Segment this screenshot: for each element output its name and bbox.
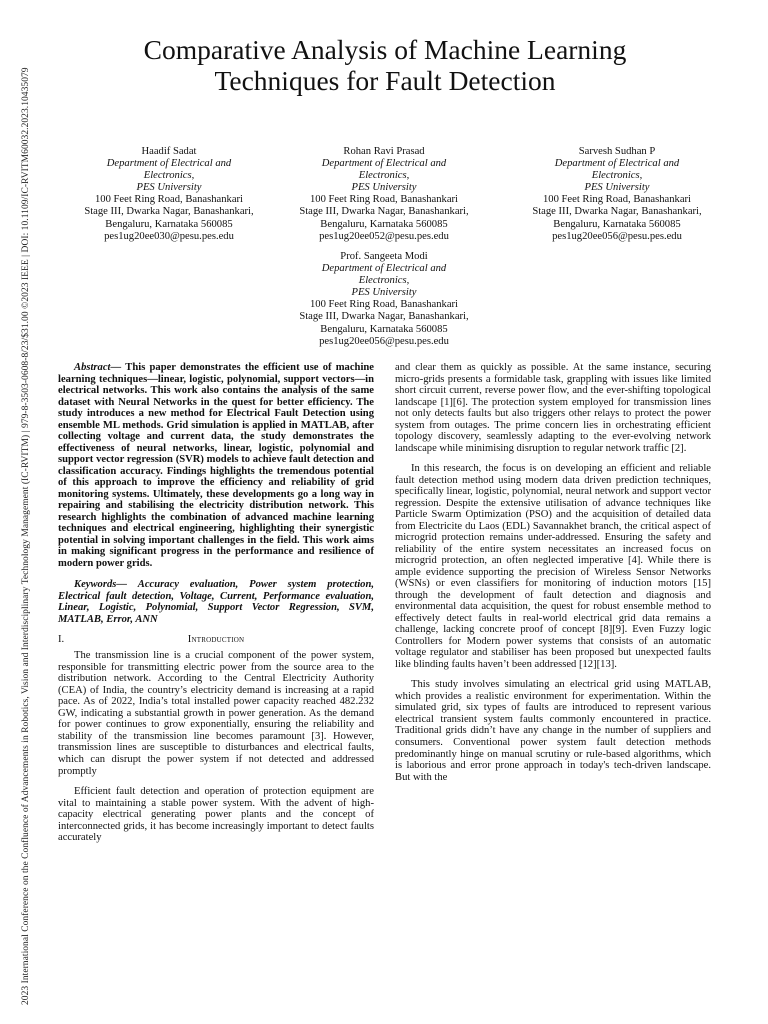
author-address: Bengaluru, Karnataka 560085 (105, 218, 233, 230)
author-block-3 (497, 146, 737, 243)
author-name: Haadif Sadat (141, 146, 197, 157)
author-address: Bengaluru, Karnataka 560085 (320, 218, 448, 230)
keywords-label: Keywords (74, 579, 117, 591)
title-line-1: Comparative Analysis of Machine Learning (143, 34, 627, 65)
author-address: Stage III, Dwarka Nagar, Banashankari, (532, 206, 702, 218)
author-dept: Department of Electrical and (106, 158, 232, 170)
author-block-2 (264, 146, 504, 243)
author-univ: PES University (136, 182, 202, 194)
author-address: 100 Feet Ring Road, Banashankari (310, 194, 458, 206)
right-column (395, 362, 711, 783)
author-dept: Department of Electrical and (321, 263, 447, 275)
author-univ: PES University (351, 182, 417, 194)
section-number: I. (58, 634, 65, 646)
body-paragraph: and clear them as quickly as possible. At the same instance, securing micro-grids presents a formidable task, grappling with issues like limited short circuit current, reverse power flow, and the ever-shifting topological landscape [1][6]. The protection system employed for transmission lines not only detects faults but also triggers other relays to protect the power system from outages. The prime concern lies in orchestrating efficient topology discovery, seamlessly adapting to the ever-evolving network landscape while minimising disruption to regular network traffic [2]. (395, 362, 711, 454)
author-address: Bengaluru, Karnataka 560085 (320, 323, 448, 335)
abstract-label: Abstract (74, 362, 111, 373)
body-paragraph: The transmission line is a crucial component of the power system, responsible for transmitting electric power from the source area to the distribution network. According to the Central Electricity Authority (CEA) of India, the country’s electricity demand is increasing at a rapid pace. As of 2022, India’s total installed power capacity reached 482.232 GW, indicating a substantial growth in power generation. As the demand for power continues to grow exponentially, ensuring the reliability and stability of the transmission line becomes paramount [3]. However, transmission lines are susceptible to disturbances and electrical faults, which can disrupt the power system if not detected and addressed promptly (58, 650, 374, 777)
author-dept: Department of Electrical and (554, 158, 680, 170)
conference-doi-text: 2023 International Conference on the Confluence of Advancements in Robotics, Vision and Interdisciplinary Technology Management (IC-RVITM) | 979-8-3503-0608-8/23/$31.00 ©2023 IEEE | DOI: 10.1109/IC-RVITM60032.2023.10435079 (21, 67, 31, 1005)
author-dept: Electronics, (143, 170, 195, 182)
body-paragraph: In this research, the focus is on developing an efficient and reliable fault detection method using modern data driven prediction techniques, specifically linear, logistic, polynomial, neural network and support vector regression. Despite the extensive utilisation of advance techniques like Particle Swarm Optimization (PSO) and the acquisition of detailed data from Electricite du Laos (EDL) Savannakhet branch, the critical aspect of microgrid protection remains under-addressed. Ensuring the safety and reliability of the entire system necessitates an increased focus on microgrid protection, an often neglected imperative [4]. While there is ample evidence supporting the precision of Wireless Sensor Networks (WSNs) or even classifiers for monitoring of induction motors [15] through the development of fault detection and diagnosis and environmental data acquisition, the quest for robust ensemble method to effectively detect faults in real-world electrical grid data remains a challenge, lacking concrete proof of concept [8][9]. Even Fuzzy logic Controllers for Modern power systems that consists of an automatic voltage regulator and stabiliser has been proposed but unexpected faults like blinding faults haven’t been addressed [12][13]. (395, 463, 711, 670)
author-block-1 (49, 146, 289, 243)
author-address: Stage III, Dwarka Nagar, Banashankari, (299, 206, 469, 218)
author-dept: Electronics, (591, 170, 643, 182)
author-address: 100 Feet Ring Road, Banashankari (543, 194, 691, 206)
author-name: Sarvesh Sudhan P (578, 146, 656, 157)
keywords-paragraph (58, 579, 374, 625)
author-address: 100 Feet Ring Road, Banashankari (310, 299, 458, 311)
author-dept: Electronics, (358, 275, 410, 287)
author-address: Stage III, Dwarka Nagar, Banashankari, (299, 311, 469, 323)
abstract-paragraph (58, 362, 374, 569)
abstract-text: This paper demonstrates the efficient use of machine learning techniques—linear, logistic, polynomial, support vectors—in electrical networks. This work also contains the analysis of the same dataset with Neural Networks in the quest for better efficiency. The study introduces a new method for Electrical Fault Detection using ensemble ML methods. Grid simulation is applied in MATLAB, after collecting voltage and current data, the study demonstrates the effectiveness of neural networks, linear, logistic, polynomial and support vector regression (SVR) models to achieve fault detection and classification accuracy. Findings highlights the tremendous potential of this approach to improve the efficiency and reliability of grid monitoring systems. Ultimately, these developments go a long way in repairing and stabilising the electricity distribution network. This research highlights the combination of advanced machine learning techniques and electrical engineering, highlighting their synergistic potential in solving important challenges in the field. This work aims in making significant progress in the performance and resilience of modern power grids. (58, 362, 374, 569)
author-univ: PES University (351, 287, 417, 299)
section-heading (58, 634, 374, 646)
keywords-text: Accuracy evaluation, Power system protection, Electrical fault detection, Voltage, Current, Performance evaluation, Linear, Logistic, Polynomial, Support Vector Regression, SVM, MATLAB, Error, ANN (58, 579, 374, 625)
author-address: 100 Feet Ring Road, Banashankari (95, 194, 243, 206)
abstract-dash: — (110, 362, 122, 373)
author-dept: Department of Electrical and (321, 158, 447, 170)
author-address: Bengaluru, Karnataka 560085 (553, 218, 681, 230)
doi-sidebar (0, 0, 34, 1024)
author-dept: Electronics, (358, 170, 410, 182)
body-paragraph: Efficient fault detection and operation of protection equipment are vital to maintaining a stable power system. With the advent of high-capacity electrical generating power plants and the concept of interconnected grids, it has become increasingly important to detect faults accurately (58, 786, 374, 844)
author-email: pes1ug20ee030@pesu.pes.edu (104, 230, 234, 242)
paper-title (60, 34, 710, 96)
left-column (58, 362, 374, 844)
title-line-2: Techniques for Fault Detection (214, 65, 556, 96)
keywords-dash: — (116, 579, 127, 591)
author-name: Rohan Ravi Prasad (343, 146, 425, 157)
author-email: pes1ug20ee056@pesu.pes.edu (552, 230, 682, 242)
author-univ: PES University (584, 182, 650, 194)
section-title: Introduction (187, 634, 245, 646)
author-email: pes1ug20ee056@pesu.pes.edu (319, 335, 449, 347)
author-email: pes1ug20ee052@pesu.pes.edu (319, 230, 449, 242)
body-paragraph: This study involves simulating an electrical grid using MATLAB, which provides a realistic environment for experimentation. Within the simulated grid, six types of faults are introduced to represent various electrical transient system faults commonly encountered in practice. Traditional grids didn’t have any change in the number of suppliers and consumers. Conventional power system fault detection methods predominantly hinge on manual scrutiny or rule-based algorithms, which is laborious and error prone approach in today's tech-driven landscape. But with the (395, 679, 711, 783)
author-name: Prof. Sangeeta Modi (340, 251, 428, 262)
author-block-4 (264, 251, 504, 348)
author-address: Stage III, Dwarka Nagar, Banashankari, (84, 206, 254, 218)
